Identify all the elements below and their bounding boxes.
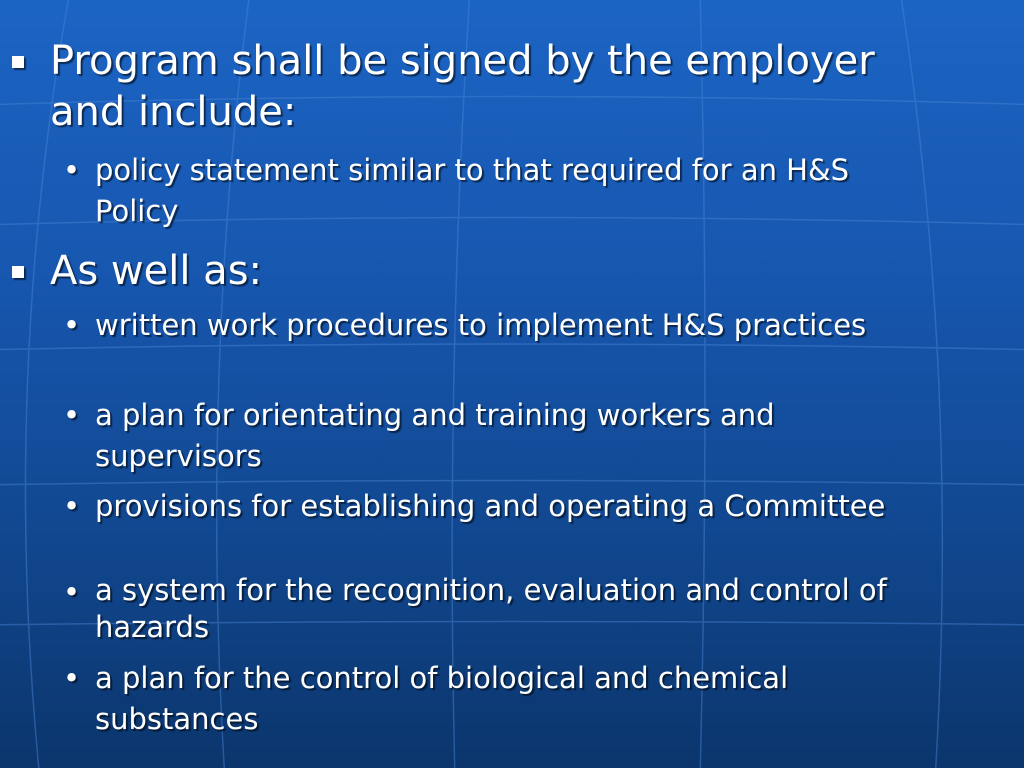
sub-bullet-training-plan: a plan for orientating and training workers and supervisors xyxy=(95,398,775,473)
sub-bullet-policy-statement: policy statement similar to that required for an H&S Policy xyxy=(95,153,850,228)
sub-bullet-committee: provisions for establishing and operating a Committee xyxy=(95,489,886,523)
square-bullet-icon xyxy=(12,266,24,278)
round-bullet-icon: • xyxy=(63,153,81,187)
square-bullet-icon xyxy=(12,56,24,68)
round-bullet-icon: • xyxy=(63,398,81,432)
sub-bullet-hazard-system: a system for the recognition, evaluation and control of hazards xyxy=(95,573,887,644)
round-bullet-icon: • xyxy=(63,308,81,342)
sub-bullet-work-procedures: written work procedures to implement H&S practices xyxy=(95,308,867,342)
bullet-item-as-well-as: As well as: xyxy=(50,248,263,294)
round-bullet-icon: • xyxy=(63,575,81,609)
bullet-item-program-signed: Program shall be signed by the employer and include: xyxy=(50,38,875,135)
round-bullet-icon: • xyxy=(63,661,81,695)
sub-bullet-substances-plan: a plan for the control of biological and chemical substances xyxy=(95,661,789,736)
round-bullet-icon: • xyxy=(63,489,81,523)
